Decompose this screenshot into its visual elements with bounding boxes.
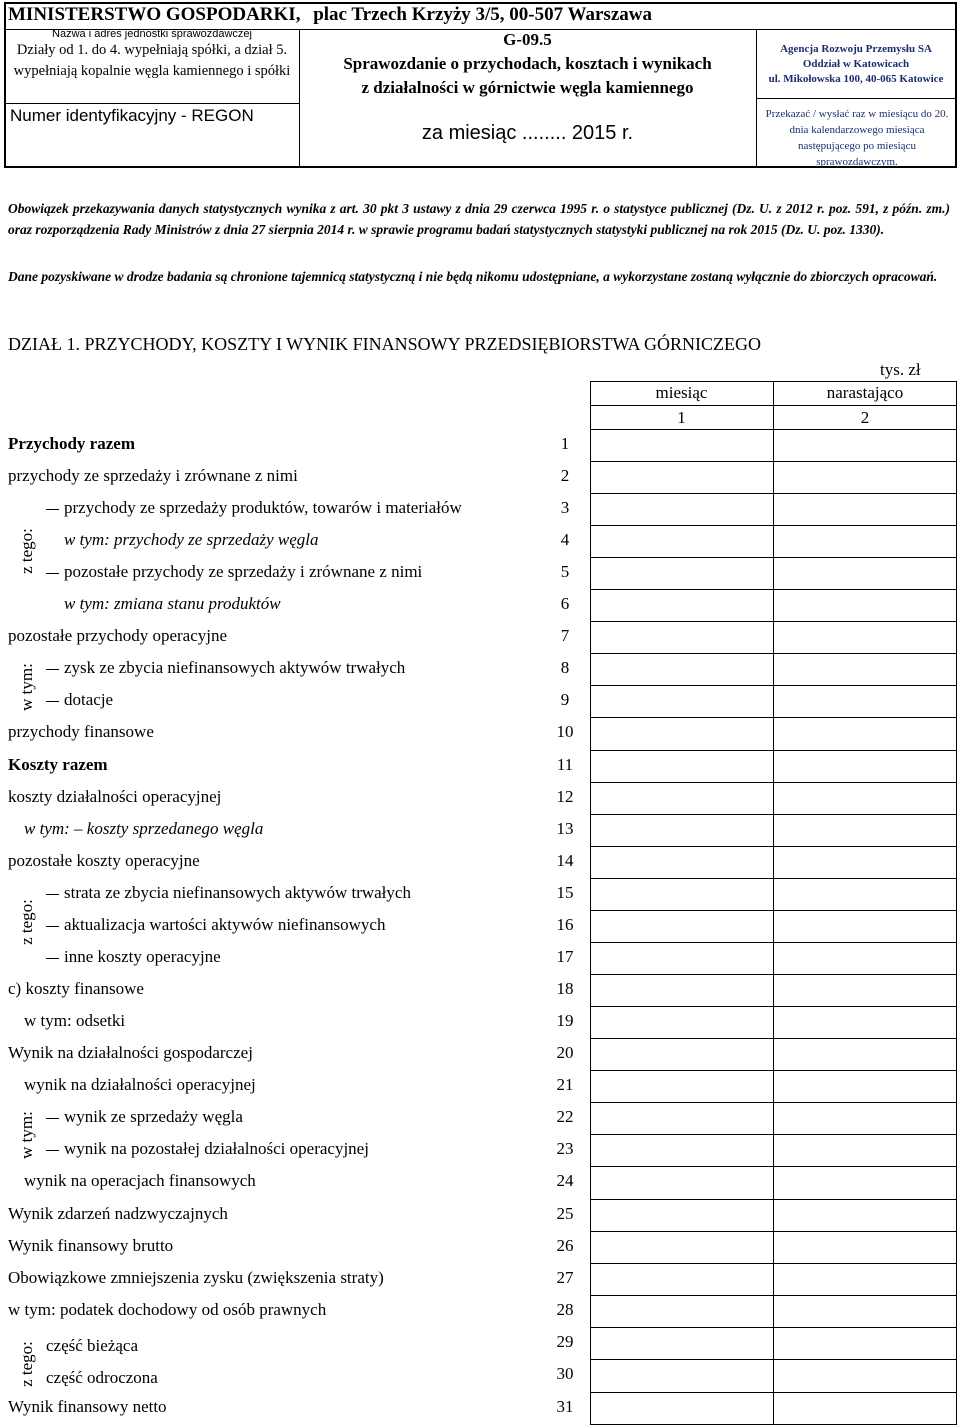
cumulative-value-cell[interactable] [774, 558, 956, 589]
row-number: 22 [556, 1107, 574, 1126]
cumulative-value-cell[interactable] [774, 1232, 956, 1263]
row-label-text: pozostałe przychody ze sprzedaży i zrównane z nimi [64, 562, 423, 581]
row-label: pozostałe koszty operacyjne [8, 851, 200, 870]
dash-marker [46, 894, 59, 895]
cumulative-value-cell[interactable] [774, 590, 956, 621]
group-label-w-tym: w tym: [17, 1111, 36, 1159]
row-label [46, 658, 405, 678]
row-number: 29 [556, 1332, 574, 1351]
grid-line [956, 429, 957, 1424]
row-label: Wynik finansowy brutto [8, 1236, 174, 1255]
row-number: 12 [556, 787, 574, 806]
agency-address: ul. Mikołowska 100, 40-065 Katowice [768, 73, 944, 85]
row-number: 3 [560, 498, 570, 517]
month-value-cell[interactable] [591, 1167, 773, 1199]
column-header-cumulative: narastająco [826, 383, 904, 402]
row-number: 19 [556, 1011, 574, 1030]
row-number: 30 [556, 1364, 574, 1383]
month-value-cell[interactable] [591, 1264, 773, 1295]
row-number: 7 [560, 626, 570, 645]
month-value-cell[interactable] [591, 1039, 773, 1070]
cumulative-value-cell[interactable] [774, 1296, 956, 1327]
month-value-cell[interactable] [591, 783, 773, 814]
row-label [46, 562, 422, 582]
ministry-name: MINISTERSTWO GOSPODARKI, [8, 4, 301, 25]
row-label-text: przychody ze sprzedaży produktów, towarów i materiałów [64, 498, 462, 517]
month-value-cell[interactable] [591, 879, 773, 910]
column-number-2: 2 [860, 408, 870, 427]
dash-marker [46, 509, 59, 510]
divider [590, 381, 591, 429]
row-label: Koszty razem [8, 755, 108, 774]
row-number: 17 [556, 947, 574, 966]
month-value-cell[interactable] [591, 1328, 773, 1359]
row-number: 14 [556, 851, 574, 870]
row-number: 4 [560, 530, 570, 549]
row-label [46, 1107, 243, 1127]
row-number: 23 [556, 1139, 574, 1158]
row-label [46, 915, 385, 935]
cumulative-value-cell[interactable] [774, 1264, 956, 1295]
month-value-cell[interactable] [591, 462, 773, 493]
dash-marker [46, 669, 59, 670]
row-label-text: wynik ze sprzedaży węgla [64, 1107, 243, 1126]
row-label: w tym: przychody ze sprzedaży węgla [64, 530, 319, 549]
row-label [46, 883, 411, 903]
confidentiality-notice: Dane pozyskiwane w drodze badania są chronione tajemnicą statystyczną i nie będą nikomu udostępniane, a wykorzystane zostaną wyłącznie do zbiorczych opracowań. [8, 269, 938, 284]
cumulative-value-cell[interactable] [774, 751, 956, 782]
cumulative-value-cell[interactable] [774, 718, 956, 750]
agency-name: Agencja Rozwoju Przemysłu SA [780, 43, 932, 55]
month-value-cell[interactable] [591, 590, 773, 621]
month-value-cell[interactable] [591, 622, 773, 653]
reporting-period: za miesiąc ........ 2015 r. [421, 122, 634, 144]
month-value-cell[interactable] [591, 1360, 773, 1392]
row-number: 18 [556, 979, 574, 998]
row-number: 28 [556, 1300, 574, 1319]
month-value-cell[interactable] [591, 1393, 773, 1424]
row-number: 1 [560, 434, 570, 453]
cumulative-value-cell[interactable] [774, 1071, 956, 1102]
row-label-text: wynik na pozostałej działalności operacyjnej [64, 1139, 369, 1158]
month-value-cell[interactable] [591, 1103, 773, 1134]
cumulative-value-cell[interactable] [774, 1393, 956, 1424]
row-label: koszty działalności operacyjnej [8, 787, 222, 806]
row-number: 25 [556, 1204, 574, 1223]
cumulative-value-cell[interactable] [774, 1328, 956, 1359]
month-value-cell[interactable] [591, 558, 773, 589]
row-label: Obowiązkowe zmniejszenia zysku (zwiększenia straty) [8, 1268, 384, 1287]
row-label-text: inne koszty operacyjne [64, 947, 221, 966]
month-value-cell[interactable] [591, 654, 773, 685]
month-value-cell[interactable] [591, 751, 773, 782]
month-value-cell[interactable] [591, 943, 773, 974]
cumulative-value-cell[interactable] [774, 1103, 956, 1134]
dash-marker [46, 926, 59, 927]
form-code: G-09.5 [503, 30, 552, 49]
row-label [46, 947, 221, 967]
row-number: 24 [556, 1171, 574, 1190]
cumulative-value-cell[interactable] [774, 975, 956, 1006]
divider [773, 381, 774, 429]
group-label-z-tego: z tego: [17, 528, 36, 574]
form-title-line-1: Sprawozdanie o przychodach, kosztach i wynikach [343, 54, 712, 73]
row-label: w tym: – koszty sprzedanego węgla [24, 819, 264, 838]
row-label: Wynik zdarzeń nadzwyczajnych [8, 1204, 228, 1223]
group-label-w-tym: w tym: [17, 663, 36, 711]
section-title: DZIAŁ 1. PRZYCHODY, KOSZTY I WYNIK FINANSOWY PRZEDSIĘBIORSTWA GÓRNICZEGO [8, 334, 761, 354]
dash-marker [46, 958, 59, 959]
row-label-text: zysk ze zbycia niefinansowych aktywów trwałych [64, 658, 406, 677]
month-value-cell[interactable] [591, 815, 773, 846]
row-label: przychody ze sprzedaży i zrównane z nimi [8, 466, 298, 485]
row-number: 20 [556, 1043, 574, 1062]
dash-marker [46, 573, 59, 574]
row-label: Przychody razem [8, 434, 135, 453]
row-label: wynik na operacjach finansowych [24, 1171, 256, 1190]
sections-instruction: Działy od 1. do 4. wypełniają spółki, a dział 5. wypełniają kopalnie węgla kamiennego i spółki [13, 42, 291, 79]
row-label [46, 1139, 369, 1159]
month-value-cell[interactable] [591, 494, 773, 525]
deadline-note: Przekazać / wysłać raz w miesiącu do 20. dnia kalendarzowego miesiąca następującego po miesiącu sprawozdawczym. [765, 108, 949, 168]
row-number: 27 [556, 1268, 574, 1287]
dash-marker [46, 1150, 59, 1151]
row-number: 13 [556, 819, 574, 838]
dash-marker [46, 1118, 59, 1119]
legal-basis-notice: Obowiązek przekazywania danych statystycznych wynika z art. 30 pkt 3 ustawy z dnia 29 czerwca 1995 r. o statystyce publicznej (Dz. U. z 2012 r. poz. 591, z późn. zm.) oraz rozporządzenia Rady Ministrów z dnia 27 sierpnia 2014 r. w sprawie programu badań statystycznych statystyki publicznej na rok 2015 (Dz. U. poz. 1330). [8, 201, 950, 237]
column-header-month: miesiąc [655, 383, 708, 402]
row-number: 5 [560, 562, 570, 581]
row-label: Wynik finansowy netto [8, 1397, 167, 1416]
row-number: 6 [560, 594, 570, 613]
cumulative-value-cell[interactable] [774, 686, 956, 717]
row-number: 8 [560, 658, 570, 677]
row-number: 16 [556, 915, 574, 934]
row-label: c) koszty finansowe [8, 979, 144, 998]
row-label: przychody finansowe [8, 722, 154, 741]
reporting-unit-label: Nazwa i adres jednostki sprawozdawczej [52, 28, 252, 40]
row-number: 31 [556, 1397, 574, 1416]
month-value-cell[interactable] [591, 1200, 773, 1231]
cumulative-value-cell[interactable] [774, 654, 956, 685]
cumulative-value-cell[interactable] [774, 847, 956, 878]
cumulative-value-cell[interactable] [774, 879, 956, 910]
dash-marker [46, 701, 59, 702]
cumulative-value-cell[interactable] [774, 815, 956, 846]
cumulative-value-cell[interactable] [774, 1167, 956, 1199]
cumulative-value-cell[interactable] [774, 1200, 956, 1231]
column-number-1: 1 [677, 408, 686, 427]
row-label: w tym: odsetki [24, 1011, 126, 1030]
cumulative-value-cell[interactable] [774, 911, 956, 942]
regon-label: Numer identyfikacyjny - REGON [10, 106, 254, 125]
row-number: 10 [556, 722, 574, 741]
cumulative-value-cell[interactable] [774, 462, 956, 493]
cumulative-value-cell[interactable] [774, 943, 956, 974]
month-value-cell[interactable] [591, 1071, 773, 1102]
cumulative-value-cell[interactable] [774, 1135, 956, 1166]
row-label-text: aktualizacja wartości aktywów niefinansowych [64, 915, 386, 934]
divider [4, 103, 300, 104]
cumulative-value-cell[interactable] [774, 1360, 956, 1392]
row-label: pozostałe przychody operacyjne [8, 626, 228, 645]
month-value-cell[interactable] [591, 430, 773, 461]
cumulative-value-cell[interactable] [774, 783, 956, 814]
group-label-z-tego: z tego: [17, 899, 36, 945]
form-title-line-2: z działalności w górnictwie węgla kamiennego [361, 78, 694, 97]
month-value-cell[interactable] [591, 526, 773, 557]
month-value-cell[interactable] [591, 686, 773, 717]
row-label: część odroczona [46, 1368, 158, 1387]
row-label: część bieżąca [46, 1336, 138, 1355]
row-label: Wynik na działalności gospodarczej [8, 1043, 253, 1062]
row-label-text: dotacje [64, 690, 114, 709]
row-label: w tym: podatek dochodowy od osób prawnych [8, 1300, 327, 1319]
divider [956, 381, 957, 429]
row-label: w tym: zmiana stanu produktów [64, 594, 281, 613]
cumulative-value-cell[interactable] [774, 494, 956, 525]
cumulative-value-cell[interactable] [774, 622, 956, 653]
row-label [46, 690, 113, 710]
row-number: 2 [560, 466, 570, 485]
month-value-cell[interactable] [591, 847, 773, 878]
month-value-cell[interactable] [591, 975, 773, 1006]
row-number: 26 [556, 1236, 574, 1255]
month-value-cell[interactable] [591, 1135, 773, 1166]
row-number: 9 [560, 690, 570, 709]
unit-label: tys. zł [880, 360, 921, 379]
month-value-cell[interactable] [591, 911, 773, 942]
month-value-cell[interactable] [591, 718, 773, 750]
cumulative-value-cell[interactable] [774, 526, 956, 557]
month-value-cell[interactable] [591, 1007, 773, 1038]
row-number: 11 [556, 755, 574, 774]
ministry-address: plac Trzech Krzyży 3/5, 00-507 Warszawa [313, 4, 652, 25]
row-label [46, 498, 462, 518]
row-number: 15 [556, 883, 574, 902]
row-label-text: strata ze zbycia niefinansowych aktywów trwałych [64, 883, 411, 902]
row-label: wynik na działalności operacyjnej [24, 1075, 256, 1094]
month-value-cell[interactable] [591, 1296, 773, 1327]
month-value-cell[interactable] [591, 1232, 773, 1263]
agency-branch: Oddział w Katowicach [802, 58, 910, 70]
group-label-z-tego: z tego: [17, 1341, 36, 1387]
cumulative-value-cell[interactable] [774, 1039, 956, 1070]
divider [756, 98, 957, 99]
header-title-line [8, 4, 652, 26]
cumulative-value-cell[interactable] [774, 430, 956, 461]
row-number: 21 [556, 1075, 574, 1094]
cumulative-value-cell[interactable] [774, 1007, 956, 1038]
